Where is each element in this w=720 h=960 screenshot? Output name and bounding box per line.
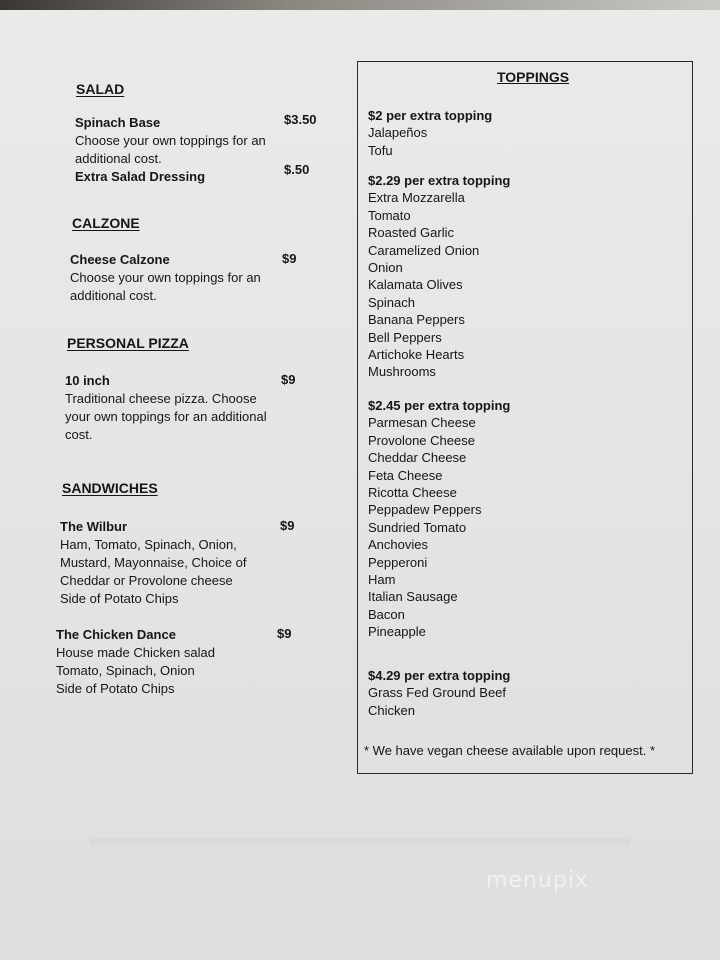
personal-pizza-heading: PERSONAL PIZZA <box>67 335 189 351</box>
topping-item: Roasted Garlic <box>368 225 454 241</box>
chicken-dance-desc1: House made Chicken salad <box>56 645 215 660</box>
topping-item: Artichoke Hearts <box>368 347 465 363</box>
cheese-calzone-desc: Choose your own toppings for an additional cost. <box>70 270 261 303</box>
group-header: $4.29 per extra topping <box>368 668 511 683</box>
chicken-dance-name: The Chicken Dance <box>56 627 176 642</box>
left-column <box>0 6 340 906</box>
wilbur-desc: Ham, Tomato, Spinach, Onion, Mustard, Mayonnaise, Choice of Cheddar or Provolone cheese <box>60 537 247 588</box>
group-header: $2.45 per extra topping <box>368 398 511 413</box>
topping-item: Anchovies <box>368 537 428 553</box>
topping-item: Caramelized Onion <box>368 242 480 258</box>
topping-item: Provolone Cheese <box>368 432 475 448</box>
topping-item: Grass Fed Ground Beef <box>368 685 507 701</box>
ten-inch-pizza-item <box>65 372 277 444</box>
spinach-base-name: Spinach Base <box>75 115 161 130</box>
toppings-group-2 <box>368 107 492 159</box>
menupix-watermark: menupix <box>486 868 589 893</box>
menu-page <box>0 6 720 960</box>
spinach-base-desc: Choose your own toppings for an additional cost. <box>75 133 266 166</box>
topping-item: Extra Mozzarella <box>368 190 465 206</box>
chicken-dance-side: Side of Potato Chips <box>56 681 175 696</box>
topping-item: Spinach <box>368 294 415 310</box>
calzone-heading: CALZONE <box>72 215 140 231</box>
photo-edge <box>0 0 720 10</box>
topping-item: Chicken <box>368 702 415 718</box>
topping-item: Feta Cheese <box>368 467 443 483</box>
topping-item: Pepperoni <box>368 554 428 570</box>
wilbur-name: The Wilbur <box>60 519 128 534</box>
sandwiches-heading: SANDWICHES <box>62 480 158 496</box>
topping-item: Kalamata Olives <box>368 277 463 293</box>
topping-item: Onion <box>368 260 403 276</box>
ten-inch-pizza-desc: Traditional cheese pizza. Choose your own toppings for an additional cost. <box>65 391 267 442</box>
group-header: $2 per extra topping <box>368 108 493 123</box>
wilbur-side: Side of Potato Chips <box>60 591 179 606</box>
chicken-dance-desc2: Tomato, Spinach, Onion <box>56 663 195 678</box>
salad-heading: SALAD <box>76 81 125 97</box>
topping-item: Pineapple <box>368 624 426 640</box>
topping-item: Ricotta Cheese <box>368 485 457 501</box>
spinach-base-item <box>75 114 290 186</box>
toppings-group-229 <box>368 172 510 381</box>
ten-inch-pizza-name: 10 inch <box>65 373 110 388</box>
ten-inch-pizza-price: $9 <box>281 372 296 387</box>
topping-item: Cheddar Cheese <box>368 450 467 466</box>
extra-dressing-name: Extra Salad Dressing <box>75 169 206 184</box>
wilbur-price: $9 <box>280 518 295 533</box>
cheese-calzone-name: Cheese Calzone <box>70 252 170 267</box>
topping-item: Tofu <box>368 142 393 158</box>
cheese-calzone-item <box>70 251 270 305</box>
toppings-box <box>357 61 693 774</box>
spinach-base-price: $3.50 <box>284 112 317 127</box>
topping-item: Ham <box>368 572 396 588</box>
topping-item: Parmesan Cheese <box>368 415 476 431</box>
chicken-dance-item <box>56 626 276 698</box>
topping-item: Mushrooms <box>368 364 436 380</box>
toppings-group-245 <box>368 397 510 641</box>
vegan-cheese-note: * We have vegan cheese available upon request. * <box>364 743 656 758</box>
toppings-group-429 <box>368 667 510 719</box>
wilbur-item <box>60 518 270 608</box>
topping-item: Banana Peppers <box>368 312 465 328</box>
topping-item: Tomato <box>368 207 411 223</box>
cheese-calzone-price: $9 <box>282 251 297 266</box>
toppings-title: TOPPINGS <box>496 69 570 85</box>
topping-item: Bell Peppers <box>368 329 442 345</box>
chicken-dance-price: $9 <box>277 626 292 641</box>
topping-item: Italian Sausage <box>368 589 458 605</box>
topping-item: Jalapeños <box>368 125 428 141</box>
group-header: $2.29 per extra topping <box>368 173 511 188</box>
topping-item: Bacon <box>368 606 405 622</box>
topping-item: Sundried Tomato <box>368 519 467 535</box>
extra-dressing-price: $.50 <box>284 162 310 177</box>
topping-item: Peppadew Peppers <box>368 502 482 518</box>
